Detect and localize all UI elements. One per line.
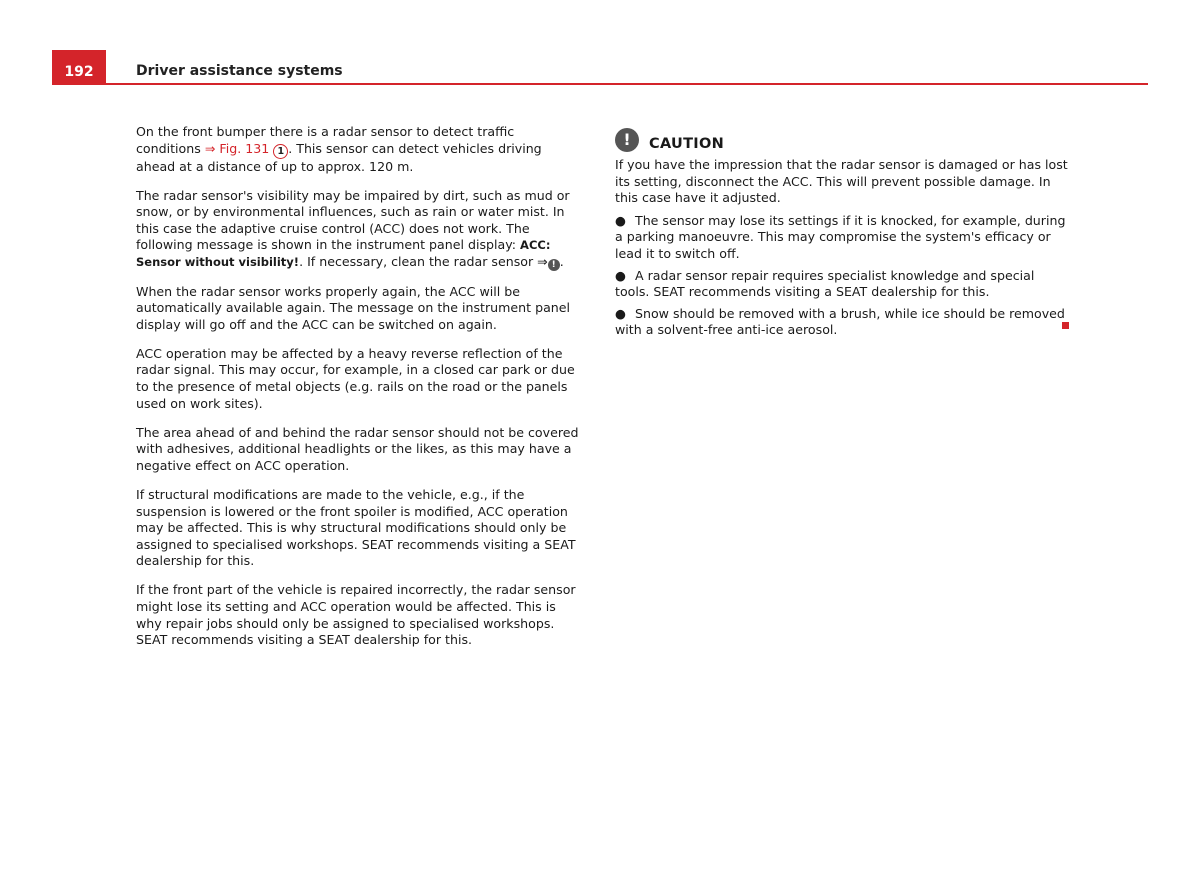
caution-intro: If you have the impression that the radar sensor is damaged or has lost its setting, disconnect the ACC. This will prevent possible damage. In this case have it adjusted. [615,157,1068,206]
display-message: ACC: Sensor without visibility! [136,238,551,270]
page-number: 192 [52,50,106,84]
bullet-icon: ● [615,305,626,321]
section-title: Driver assistance systems [136,63,343,79]
caution-bullet-item: ● A radar sensor repair requires specialist knowledge and special tools. SEAT recommends visiting a SEAT dealership for this. [615,267,1035,300]
caution-header [615,125,1070,155]
header-divider [52,83,1148,85]
paragraph-sensor-restored: When the radar sensor works properly again, the ACC will be automatically available again. The message on the instrument panel display will go off and the ACC can be switched on again. [136,283,571,332]
paragraph-modifications: If structural modifications are made to the vehicle, e.g., if the suspension is lowered or the front spoiler is modified, ACC operation may be affected. This is why structural modifications should only be assigned to specialised workshops. SEAT recommends visiting a SEAT dealership for this. [136,487,576,569]
paragraph-radar-sensor: On the front bumper there is a radar sensor to detect traffic conditions ⇒ Fig. 131 1 . This sensor can detect vehicles driving ahead at a distance of up to approx. 120 m. [136,124,542,174]
exclamation-icon: ! [615,128,639,152]
paragraph-repairs: If the front part of the vehicle is repaired incorrectly, the radar sensor might lose its setting and ACC operation would be affected. This is why repair jobs should only be assigned to specialised workshops. SEAT recommends visiting a SEAT dealership for this. [136,582,576,648]
bullet-icon: ● [615,267,626,283]
caution-title: CAUTION [649,135,725,152]
caution-bullet-item: ● The sensor may lose its settings if it is knocked, for example, during a parking manoeuvre. This may compromise the system's efficacy or lead it to switch off. [615,212,1066,261]
callout-number-icon: 1 [273,144,288,159]
figure-reference-link[interactable]: ⇒ Fig. 131 [204,140,270,156]
paragraph-reflection: ACC operation may be affected by a heavy reverse reflection of the radar signal. This may occur, for example, in a closed car park or due to the presence of metal objects (e.g. rails on the road or the panels used on work sites). [136,345,575,411]
bullet-icon: ● [615,212,626,228]
section-end-marker [1062,322,1069,329]
caution-box [615,125,1070,344]
paragraph-visibility: The radar sensor's visibility may be impaired by dirt, such as mud or snow, or by environmental influences, such as rain or water mist. In this case the adaptive cruise control (ACC) does not work. The following message is shown in the instrument panel display: ACC: Sensor without visibility!. If necessary, clean the radar sensor ⇒ ! . [136,187,570,271]
left-column [136,124,580,661]
caution-ref-icon[interactable]: ! [548,259,560,271]
paragraph-covering: The area ahead of and behind the radar sensor should not be covered with adhesives, additional headlights or the likes, as this may have a negative effect on ACC operation. [136,424,579,473]
caution-bullet-item: ● Snow should be removed with a brush, while ice should be removed with a solvent-free anti-ice aerosol. [615,305,1065,338]
